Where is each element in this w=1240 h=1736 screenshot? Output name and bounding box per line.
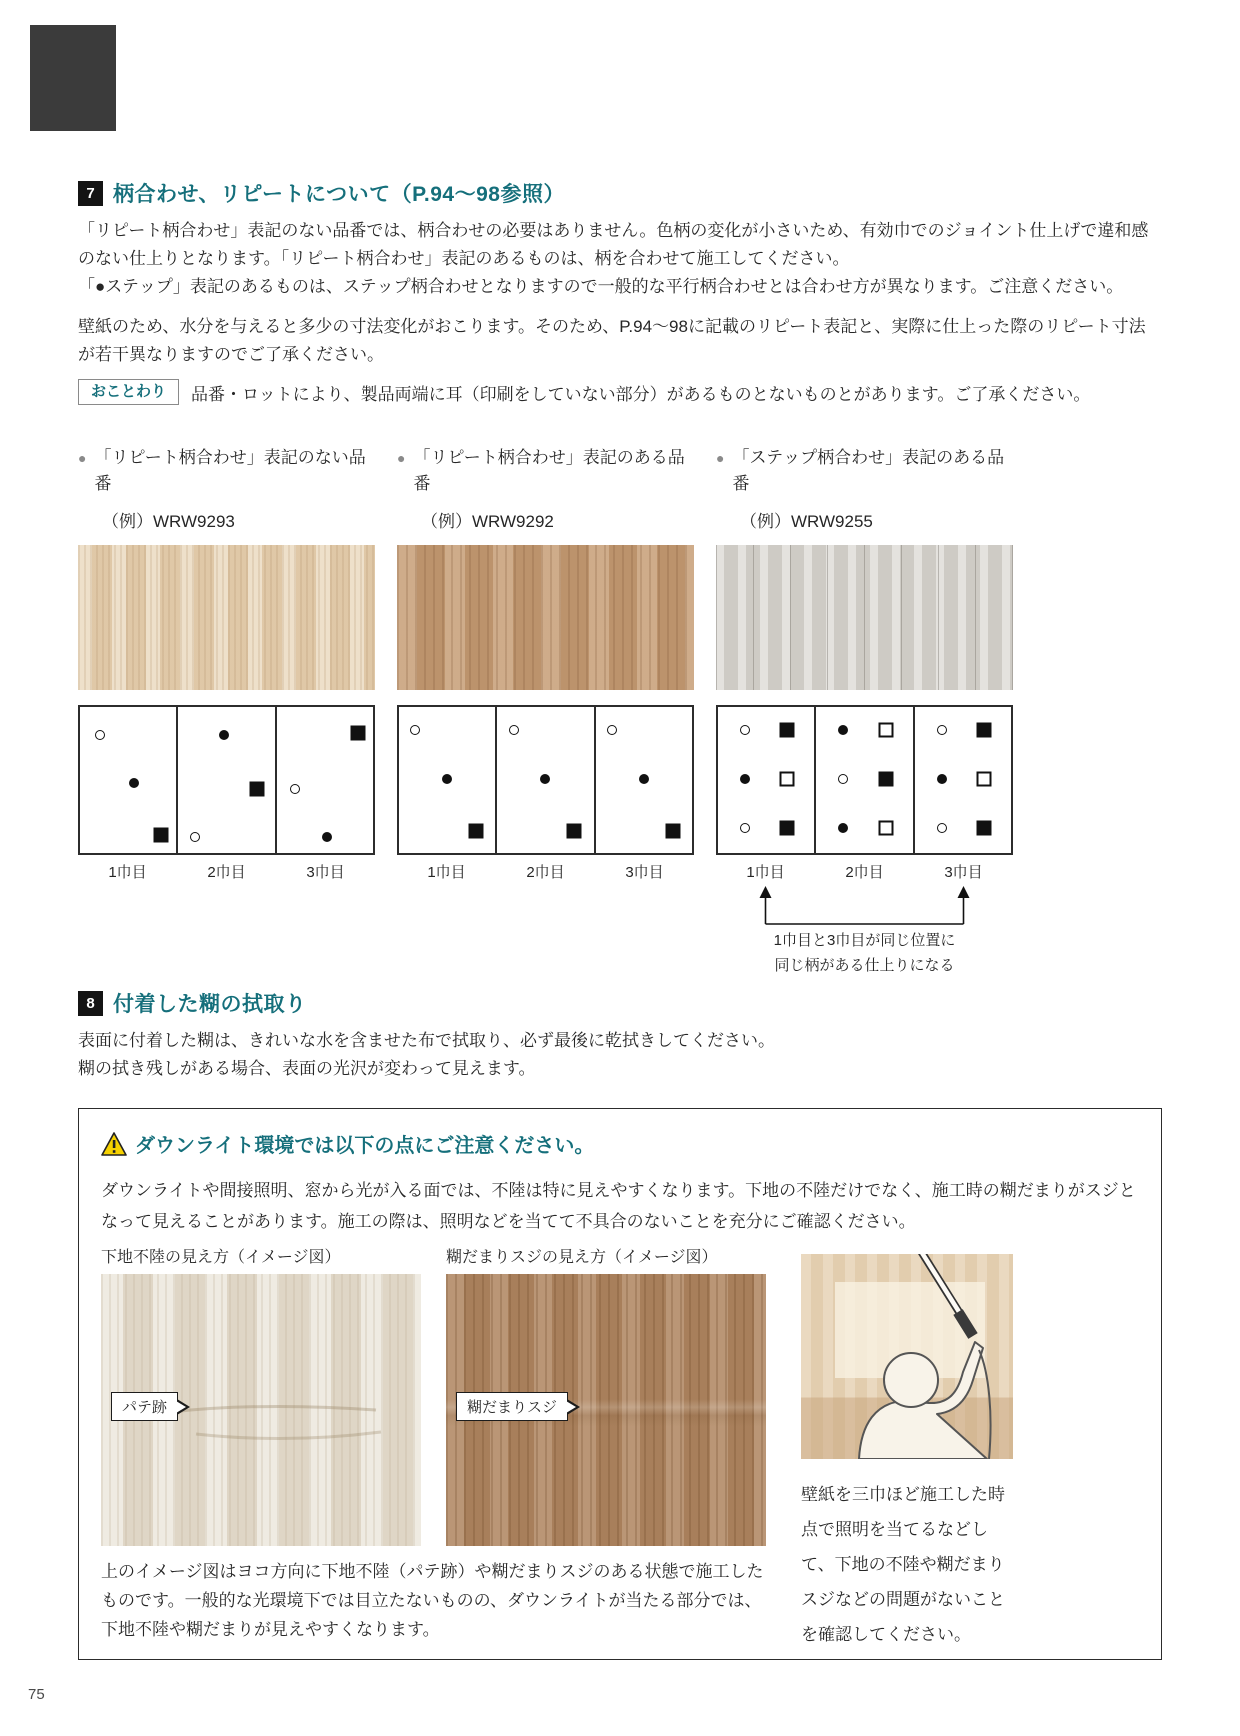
open-circle-mark [290, 784, 300, 794]
width-label: 2巾目 [845, 864, 884, 881]
figure-glue-streak [446, 1274, 766, 1546]
diagram-panel [80, 707, 178, 853]
disclaimer-badge: おことわり [78, 379, 179, 405]
filled-square-mark [153, 828, 168, 843]
pattern-diagram-2 [397, 705, 694, 855]
open-circle-mark [607, 725, 617, 735]
filled-circle-mark [129, 778, 139, 788]
filled-square-mark [250, 781, 265, 796]
diagram-panel [497, 707, 595, 853]
column2-header: 「リピート柄合わせ」表記のある品番 [413, 448, 685, 493]
open-square-mark [977, 771, 992, 786]
wallpaper-swatch-wrw9292 [397, 545, 694, 690]
filled-square-mark [665, 824, 680, 839]
filled-square-mark [780, 821, 795, 836]
open-square-mark [878, 723, 893, 738]
bullet-icon: ● [716, 450, 725, 466]
diagram-panel [816, 707, 914, 853]
open-circle-mark [190, 832, 200, 842]
filled-circle-mark [442, 774, 452, 784]
wallpaper-swatch-wrw9255 [716, 545, 1013, 690]
worker-line-art [801, 1254, 1013, 1459]
section7-header [78, 178, 1162, 208]
wallpaper-swatch-wrw9293 [78, 545, 375, 690]
step-note-line2: 同じ柄がある仕上りになる [774, 957, 955, 974]
filled-circle-mark [322, 832, 332, 842]
column1-header: 「リピート柄合わせ」表記のない品番 [94, 448, 366, 493]
section8-header [78, 988, 1162, 1018]
putty-mark-callout: パテ跡 [111, 1392, 178, 1421]
downlight-warning-box [78, 1108, 1162, 1660]
width-label: 3巾目 [625, 864, 664, 881]
filled-square-mark [977, 723, 992, 738]
diagram-panel [915, 707, 1011, 853]
section7-paragraph-1: 「リピート柄合わせ」表記のない品番では、柄合わせの必要はありません。色柄の変化が小さいため、有効巾でのジョイント仕上げで違和感のない仕上りとなります。「リピート柄合わせ」表記のあるものは、柄を合わせて施工してください。 [78, 221, 1149, 268]
column3-header: 「ステップ柄合わせ」表記のある品番 [732, 448, 1005, 493]
filled-circle-mark [937, 774, 947, 784]
corner-tab-block [30, 25, 116, 131]
filled-circle-mark [838, 823, 848, 833]
open-circle-mark [740, 725, 750, 735]
section8-line1: 表面に付着した糊は、きれいな水を含ませた布で拭取り、必ず最後に乾拭きしてください。 [78, 1031, 775, 1050]
width-label: 2巾目 [207, 864, 246, 881]
open-circle-mark [410, 725, 420, 735]
sample-column-step [716, 445, 1013, 978]
diagram-panel [277, 707, 373, 853]
page-number: 75 [28, 1686, 45, 1703]
pattern-sample-columns [78, 445, 1013, 978]
warning-bottom-text: 上のイメージ図はヨコ方向に下地不陸（パテ跡）や糊だまりスジのある状態で施工したものです。一般的な光環境下では目立たないものの、ダウンライトが当たる部分では、下地不陸や糊だまりが見えやすくなります。 [101, 1562, 764, 1639]
section8-title: 付着した糊の拭取り [113, 993, 307, 1016]
warning-intro-text: ダウンライトや間接照明、窓から光が入る面では、不陸は特に見えやすくなります。下地の不陸だけでなく、施工時の糊だまりがスジとなって見えることがあります。施工の際は、照明などを当てて不具合のないことを充分にご確認ください。 [101, 1181, 1136, 1231]
width-label: 1巾目 [108, 864, 147, 881]
section7-title: 柄合わせ、リピートについて（P.94～98参照） [113, 183, 565, 206]
open-square-mark [780, 771, 795, 786]
pattern-diagram-3 [716, 705, 1013, 855]
open-circle-mark [937, 823, 947, 833]
figure2-caption: 糊だまりスジの見え方（イメージ図） [446, 1249, 718, 1266]
open-circle-mark [937, 725, 947, 735]
filled-circle-mark [540, 774, 550, 784]
open-circle-mark [95, 730, 105, 740]
section8-number-badge: 8 [78, 991, 103, 1016]
filled-square-mark [469, 824, 484, 839]
diagram-panel [596, 707, 692, 853]
sample-column-no-repeat [78, 445, 375, 978]
glue-streak-callout: 糊だまりスジ [456, 1392, 568, 1421]
bullet-icon: ● [397, 450, 406, 466]
open-square-mark [878, 821, 893, 836]
filled-circle-mark [639, 774, 649, 784]
pattern-diagram-1 [78, 705, 375, 855]
width-label: 1巾目 [427, 864, 466, 881]
warning-right-text: 壁紙を三巾ほど施工した時点で照明を当てるなどして、下地の不陸や糊だまりスジなどの問題がないことを確認してください。 [801, 1485, 1005, 1644]
column3-example-code: （例）WRW9255 [740, 512, 873, 531]
disclaimer-row [78, 379, 1162, 405]
step-note-line1: 1巾目と3巾目が同じ位置に [773, 932, 956, 949]
illustration-worker-with-light [801, 1254, 1013, 1459]
section7-paragraph-2: 「●ステップ」表記のあるものは、ステップ柄合わせとなりますので一般的な平行柄合わせとは合わせ方が異なります。ご注意ください。 [78, 277, 1124, 296]
step-match-annotation [716, 884, 1013, 978]
section-glue-wiping [78, 988, 1162, 1083]
column2-example-code: （例）WRW9292 [421, 512, 554, 531]
column1-example-code: （例）WRW9293 [102, 512, 235, 531]
section-pattern-matching [78, 178, 1162, 405]
figure1-caption: 下地不陸の見え方（イメージ図） [101, 1249, 341, 1266]
bullet-icon: ● [78, 450, 87, 466]
filled-square-mark [878, 771, 893, 786]
diagram-panel [718, 707, 816, 853]
width-label: 3巾目 [306, 864, 345, 881]
warning-title: ダウンライト環境では以下の点にご注意ください。 [135, 1135, 595, 1157]
filled-square-mark [780, 723, 795, 738]
figure-putty-marks [101, 1274, 421, 1546]
filled-circle-mark [219, 730, 229, 740]
filled-square-mark [567, 824, 582, 839]
sample-column-repeat [397, 445, 694, 978]
filled-square-mark [350, 726, 365, 741]
open-circle-mark [838, 774, 848, 784]
width-label: 2巾目 [526, 864, 565, 881]
section7-number-badge: 7 [78, 181, 103, 206]
diagram-panel [399, 707, 497, 853]
width-label: 1巾目 [746, 864, 785, 881]
filled-square-mark [977, 821, 992, 836]
diagram-panel [178, 707, 276, 853]
bracket-arrows-icon [716, 884, 1013, 928]
width-label: 3巾目 [944, 864, 983, 881]
section8-line2: 糊の拭き残しがある場合、表面の光沢が変わって見えます。 [78, 1059, 536, 1078]
open-circle-mark [509, 725, 519, 735]
open-circle-mark [740, 823, 750, 833]
section7-paragraph-3: 壁紙のため、水分を与えると多少の寸法変化がおこります。そのため、P.94～98に記載のリピート表記と、実際に仕上った際のリピート寸法が若干異なりますのでご了承ください。 [78, 317, 1146, 364]
disclaimer-text: 品番・ロットにより、製品両端に耳（印刷をしていない部分）があるものとないものとがあります。ご了承ください。 [191, 384, 1091, 404]
filled-circle-mark [838, 725, 848, 735]
filled-circle-mark [740, 774, 750, 784]
warning-triangle-icon [101, 1132, 127, 1156]
